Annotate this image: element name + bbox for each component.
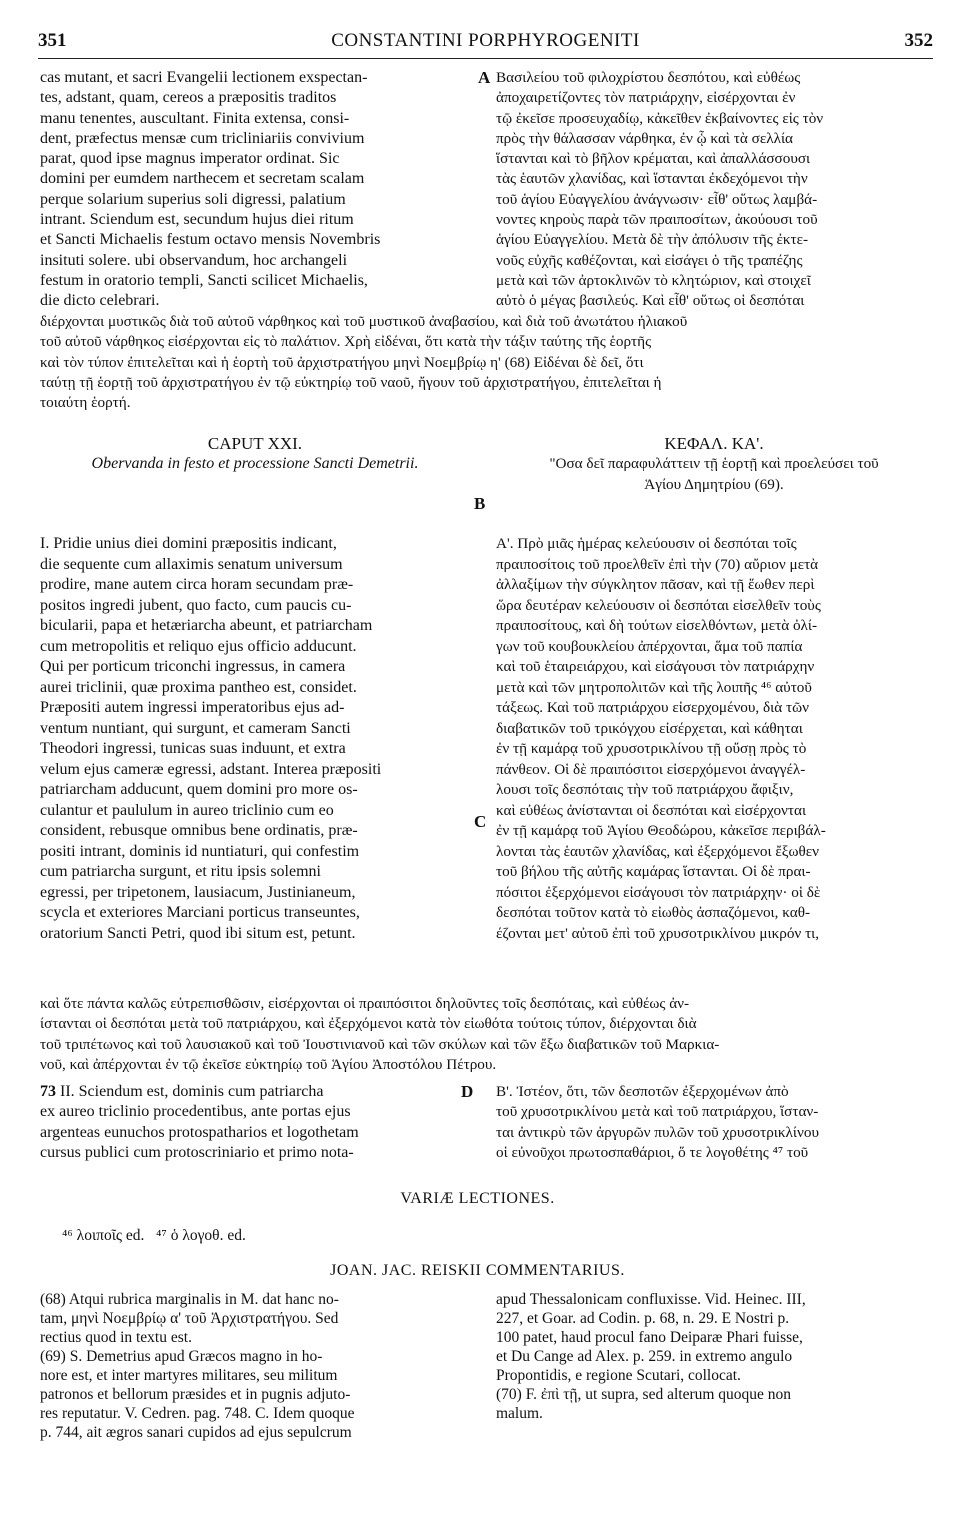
text-line: bicularii, papa et hetæriarcha abeunt, et patriarcham [40,617,373,634]
text-line: ex aureo triclinio procedentibus, ante portas ejus [40,1103,351,1121]
text-line: perque solarium superius soli digressi, palatium [40,190,346,208]
text-line: insituti solere. ubi observandum, hoc archangeli [40,251,348,269]
chapter-subtitle: Ἁγίου Δημητρίου (69). [644,475,784,493]
text-line: ἁγίου Εὐαγγελίου. Μετὰ δὲ τὴν ἀπόλυσιν τῆς ἐκτε- [496,231,809,249]
text-line: festum in oratorio templi, Sancti scilicet Michaelis, [40,271,368,289]
text-line: cursus publici cum protoscriniario et primo nota- [40,1143,354,1161]
text-line: manu tenentes, auscultant. Finita extensa, consi- [40,109,350,127]
text-line: τὰς ἑαυτῶν χλανίδας, καὶ ἵστανται ἐκδεχόμενοι τὴν [496,170,808,188]
text-line: velum ejus cameræ egressi, adstant. Interea præpositi [40,760,382,778]
text-line: cum metropolitis et reliquo ejus officio adducunt. [40,637,357,655]
greek-column-mid [496,534,932,944]
text-line: ἀποχαιρετίζοντες τὸν πατριάρχην, εἰσέρχονται ἐν [496,89,796,107]
text-line: ἐν τῇ καμάρᾳ τοῦ χρυσοτρικλίνου τῇ οὔσῃ πρὸς τὸ [496,740,807,757]
text-line: καὶ ὅτε πάντα καλῶς εὐτρεπισθῶσιν, εἰσέρχονται οἱ πραιπόσιτοι δηλοῦντες τοῖς δεσπόταις, καὶ εὐθέως ἀν- [40,995,690,1012]
text-line: domini per eumdem narthecem et secretam scalam [40,170,365,188]
chapter-title: CAPUT XXI. [207,434,303,453]
text-line: ίστανται οἱ δεσπόται μετὰ τοῦ πατριάρχου, καὶ ἐξερχόμενοι κατὰ τὸν εἰωθότα τούτοις τύπον, διέρχονται διὰ [40,1015,697,1033]
text-line: πραιποσίτοις τοῦ προελθεῖν ἐπὶ τὴν (70) αὔριον μετὰ [496,555,819,573]
text-line: πρὸς τὴν θάλασσαν νάρθηκα, ἐν ᾧ καὶ τὰ σελλία [496,129,793,147]
note-line: (68) Atqui rubrica marginalis in M. dat hanc no- [40,1291,339,1308]
commentary-right-column [496,1290,932,1423]
latin-column-top [40,68,470,312]
greek-column-bottom [496,1082,932,1163]
greek-fullwidth-1 [40,312,932,413]
running-header [38,30,933,56]
text-line: πραιποσίτους, καὶ δὴ τούτων εἰσελθόντων, μετὰ ὀλί- [496,617,818,634]
page-number-right: 352 [904,30,933,51]
text-line: die sequente cum allaximis senatum universum [40,555,343,573]
text-line: μετὰ καὶ τῶν μητροπολιτῶν καὶ τῆς λοιπῆς ⁴⁶ αὐτοῦ [496,678,812,696]
note-line: p. 744, ait ægros sanari cupidos ad ejus sepulcrum [40,1424,352,1441]
text-line: τῷ ἐκεῖσε προσευχαδίῳ, κἀκεῖθεν ἐκβαίνοντες εἰς τὸν [496,109,824,127]
folio-marker: 73 [40,1083,56,1100]
text-line: Theodori ingressi, tunicas suas induunt, et extra [40,740,346,757]
text-line: δεσπόται τοῦτον κατὰ τὸ εἰωθὸς ἀσπαζόμενοι, καθ- [496,904,811,921]
text-line: νοῦς εὐχῆς καθέζονται, καὶ εἰσάγει ὁ τῆς τραπέζης [496,251,803,269]
text-line: tes, adstant, quam, cereos a præpositis traditos [40,89,337,107]
greek-column-top [496,68,932,312]
text-line: τοῦ βήλου τῆς αὐτῆς καμάρας ἵστανται. Οἱ δὲ πραι- [496,863,811,880]
note-line: 100 patet, haud procul fano Deiparæ Phari fuisse, [496,1329,803,1346]
text-line: οἱ εὐνοῦχοι πρωτοσπαθάριοι, ὅ τε λογοθέτης ⁴⁷ τοῦ [496,1143,809,1161]
text-line: νοντες κηροὺς παρὰ τῶν πραιποσίτων, ἀκούουσι τοῦ [496,211,818,229]
latin-column-bottom [40,1082,470,1163]
chapter-title: ΚΕΦΑΛ. ΚΑ'. [664,434,764,453]
text-line: intrant. Sciendum est, secundum hujus diei ritum [40,211,354,229]
text-line: cas mutant, et sacri Evangelii lectionem exspectan- [40,69,368,86]
header-rule [38,58,933,59]
commentary-left-column [40,1290,470,1442]
text-line: Α'. Πρὸ μιᾶς ἡμέρας κελεύουσιν οἱ δεσπόται τοῖς [496,535,797,552]
text-line: Præpositi autem ingressi imperatoribus ejus ad- [40,699,345,716]
text-line: Qui per porticum triconchi ingressus, in camera [40,658,346,675]
chapter-subtitle: "Οσα δεῖ παραφυλάττειν τῇ ἑορτῇ καὶ προελεύσει τοῦ [549,455,879,473]
note-line: malum. [496,1405,543,1422]
text-line: cum patriarcha surgunt, et ritu ipsis solemni [40,863,321,880]
note-line: (70) F. ἐπὶ τῇ, ut supra, sed alterum quoque non [496,1386,792,1403]
text-line: consident, rebusque omnibus bene ordinatis, præ- [40,822,358,839]
text-line: διέρχονται μυστικῶς διὰ τοῦ αὐτοῦ νάρθηκος καὶ τοῦ μυστικοῦ ἀναβασίου, καὶ διὰ τοῦ ἀνωτάτου ἡλιακοῦ [40,313,688,330]
chapter-subtitle: Obervanda in festo et processione Sancti Demetrii. [91,455,419,473]
greek-fullwidth-2 [40,994,932,1075]
note-line: 227, et Goar. ad Codin. p. 68, n. 29. E Nostri p. [496,1310,790,1327]
text-line: Βασιλείου τοῦ φιλοχρίστου δεσπότου, καὶ εὐθέως [496,69,801,86]
text-line: die dicto celebrari. [40,292,160,310]
latin-chapter-heading [40,434,470,475]
text-line: αὐτὸ ὁ μέγας βασιλεύς. Καὶ εἶθ' οὕτως οἱ δεσπόται [496,292,805,310]
text-line: τάξεως. Καὶ τοῦ πατριάρχου εἰσερχομένου, διὰ τῶν [496,699,809,716]
text-line: patriarcham adducunt, quem domini pro more os- [40,781,358,798]
note-line: Propontidis, e regione Scutari, collocat. [496,1367,741,1384]
text-line: ταύτῃ τῇ ἑορτῇ τοῦ ἀρχιστρατήγου ἐν τῷ εὐκτηρίῳ τοῦ ναοῦ, ἤγουν τοῦ ἀρχιστρατήγου, ἐπιτελεῖται ἡ [40,373,662,391]
note-line: (69) S. Demetrius apud Græcos magno in ho- [40,1348,323,1365]
text-line: ται ἀντικρὺ τῶν ἀργυρῶν πυλῶν τοῦ χρυσοτρικλίνου [496,1123,819,1141]
commentary-heading: JOAN. JAC. REISKII COMMENTARIUS. [330,1262,625,1279]
text-line: ὥρα δευτέραν κελεύουσιν οἱ δεσπόται εἰσελθεῖν τοὺς [496,596,821,614]
note-line: rectius quod in textu est. [40,1329,192,1346]
page-number-left: 351 [38,30,67,51]
text-line: τοῦ τριπέτωνος καὶ τοῦ λαυσιακοῦ καὶ τοῦ Ἰουστινιανοῦ καὶ τῶν σκύλων καὶ τῶν ἔξω διαβατικῶν τοῦ Μαρκια- [40,1035,720,1053]
margin-letter-b: B [474,494,486,513]
text-line: καὶ τοῦ ἑταιρειάρχου, καὶ εἰσάγουσι τὸν πατριάρχην [496,658,815,675]
text-line: dent, præfectus mensæ cum tricliniariis convivium [40,129,365,147]
text-line: πάνθεον. Οἱ δὲ πραιπόσιτοι εἰσερχόμενοι ἀναγγέλ- [496,760,806,778]
text-line: scycla et exteriores Marciani porticus transeuntes, [40,904,360,921]
text-line: διαβατικῶν τοῦ τρικόγχου εἰσέρχεται, καὶ κάθηται [496,719,803,737]
text-line: τοῦ χρυσοτρικλίνου μετὰ καὶ τοῦ πατριάρχου, ἵσταν- [496,1103,819,1121]
text-line: έζονται μετ' αὐτοῦ ἐπὶ τοῦ χρυσοτρικλίνου μικρόν τι, [496,924,820,942]
text-line: πόσιτοι ἐξερχόμενοι εἰσάγουσι τὸν πατριάρχην· οἱ δὲ [496,883,821,901]
running-title: CONSTANTINI PORPHYROGENITI [331,30,640,51]
text-line: Β'. Ἰστέον, ὅτι, τῶν δεσποτῶν ἐξερχομένων ἀπὸ [496,1083,789,1100]
note-line: et Du Cange ad Alex. p. 259. in extremo angulo [496,1348,793,1365]
note-line: res reputatur. V. Cedren. pag. 748. C. Idem quoque [40,1405,355,1422]
text-line: τοῦ αὐτοῦ νάρθηκος εἰσέρχονται εἰς τὸ παλάτιον. Χρὴ εἰδέναι, ὅτι κατὰ τὴν τάξιν ταύτης τῆς ἑορτῆς [40,333,652,351]
text-line: ventum nuntiant, qui surgunt, et cameram Sancti [40,719,351,737]
text-line: λουσι τοῖς δεσπόταις τὴν τοῦ πατριάρχου ἄφιξιν, [496,781,794,798]
margin-letter-d: D [461,1082,474,1101]
variae-lectiones-text: ⁴⁶ λοιποῖς ed. ⁴⁷ ὁ λογοθ. ed. [62,1227,246,1244]
text-line: prodire, mane autem circa horam secundam præ- [40,576,354,593]
text-line: oratorium Sancti Petri, quod ibi situm est, petunt. [40,924,356,942]
margin-letter-c: C [474,812,487,831]
text-line: et Sancti Michaelis festum octavo mensis Novembris [40,231,381,249]
text-line: καὶ εὐθέως ἀνίστανται οἱ δεσπόται καὶ εἰσέρχονται [496,801,807,819]
text-line: egressi, per tripetonem, lausiacum, Justinianeum, [40,883,356,901]
text-line: aurei triclinii, quæ proxima pantheo est, considet. [40,678,357,696]
text-line: τοῦ ἁγίου Εὐαγγελίου ἀνάγνωσιν· εἶθ' οὕτως λαμβά- [496,190,818,208]
note-line: patronos et bellorum præsides et in pugnis adjuto- [40,1386,351,1403]
text-line: 73 II. Sciendum est, dominis cum patriarcha [40,1083,324,1100]
text-line: ἀλλαξίμων τὴν σύγκλητον πᾶσαν, καὶ τῇ ἕωθεν περὶ [496,576,815,593]
text-line: positos ingredi jubent, quo facto, cum paucis cu- [40,596,352,614]
text-line: culantur et paululum in aureo triclinio cum eo [40,801,334,819]
text-line: γων τοῦ κουβουκλείου ἀπέρχονται, ἅμα τοῦ παπία [496,637,803,655]
text-line: I. Pridie unius diei domini præpositis indicant, [40,535,337,552]
note-line: apud Thessalonicam confluxisse. Vid. Heinec. III, [496,1291,806,1308]
text-line: λονται τὰς ἑαυτῶν χλανίδας, καὶ ἐξερχόμενοι ἔξωθεν [496,842,819,860]
text-line: parat, quod ipse magnus imperator ordinat. Sic [40,150,340,168]
text-line: μετὰ καὶ τῶν ἀρτοκλινῶν τὸ κλητώριον, καὶ στοιχεῖ [496,271,811,289]
note-line: tam, μηνὶ Νοεμβρίῳ α' τοῦ Ἀρχιστρατήγου. Sed [40,1310,339,1327]
text-line: τοιαύτη ἑορτή. [40,394,131,412]
text-line: νοῦ, καὶ ἀπέρχονται ἐν τῷ ἐκεῖσε εὐκτηρίῳ τοῦ Ἁγίου Ἀποστόλου Πέτρου. [40,1055,497,1073]
note-line: nore est, et inter martyres militares, seu militum [40,1367,338,1384]
text-line: positi intrant, dominis id nuntiaturi, qui confestim [40,842,360,860]
variae-lectiones-heading: VARIÆ LECTIONES. [400,1190,555,1207]
text-line: ἐν τῇ καμάρᾳ τοῦ Ἁγίου Θεοδώρου, κἀκεῖσε περιβάλ- [496,822,826,839]
margin-letter-a: A [478,68,491,87]
text-line: argenteas eunuchos protospatharios et logothetam [40,1123,359,1141]
text-line: ἵστανται καὶ τὸ βῆλον κρέμαται, καὶ ἀπαλλάσσουσι [496,150,811,168]
text-line: καὶ τὸν τύπον ἐπιτελεῖται καὶ ἡ ἑορτὴ τοῦ ἀρχιστρατήγου μηνὶ Νοεμβρίῳ η' (68) Εἰδέναι δὲ δεῖ, ὅτι [40,353,644,371]
greek-chapter-heading [496,434,932,495]
latin-column-mid [40,534,470,944]
